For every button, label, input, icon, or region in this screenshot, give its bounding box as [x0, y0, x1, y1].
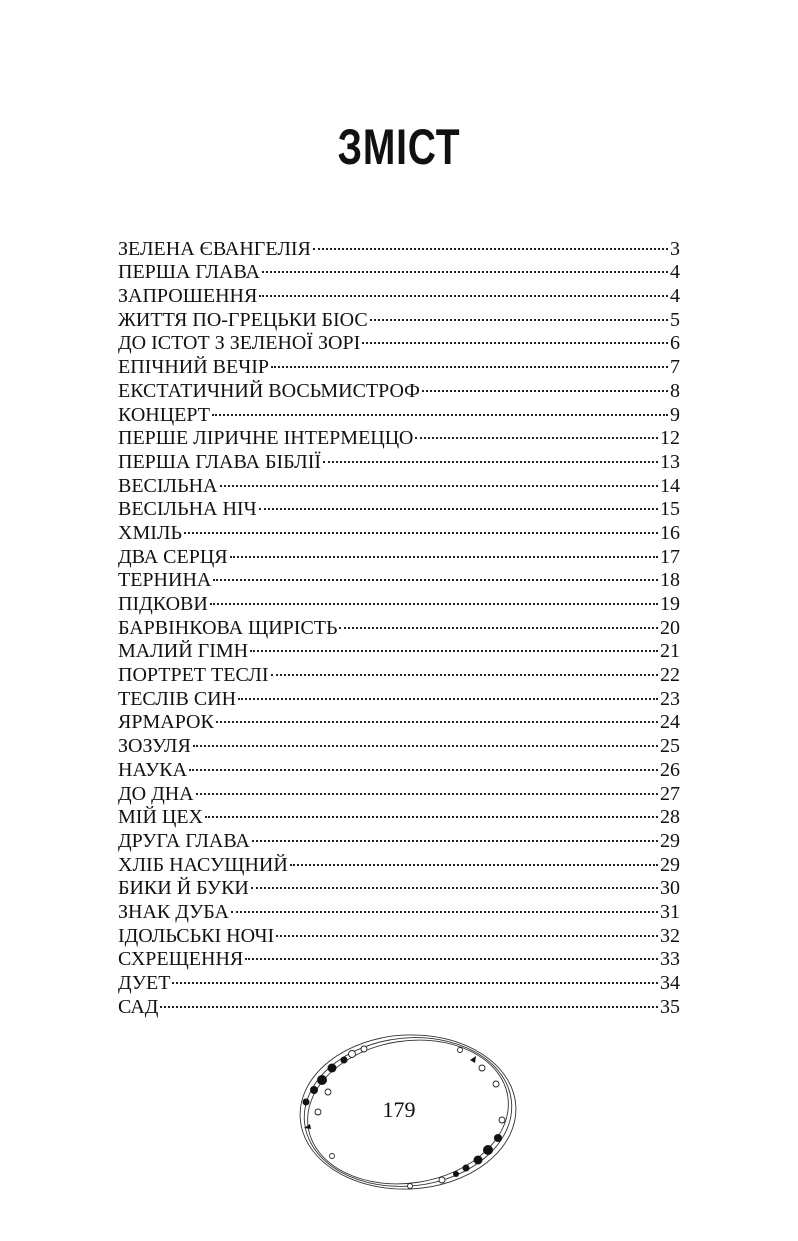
- table-of-contents: [118, 231, 680, 1018]
- toc-entry: [118, 231, 680, 260]
- toc-entry-title: БАРВІНКОВА ЩИРІСТЬ: [118, 616, 338, 639]
- dot-leader: [193, 728, 658, 752]
- dot-leader: [230, 539, 658, 563]
- toc-entry-title: ДРУГА ГЛАВА: [118, 829, 250, 852]
- toc-entry-title: ПЕРША ГЛАВА: [118, 261, 260, 284]
- dot-leader: [370, 302, 668, 326]
- toc-entry-page: 4: [670, 261, 680, 284]
- toc-entry-page: 23: [660, 687, 680, 710]
- dot-leader: [250, 634, 658, 658]
- dot-leader: [216, 705, 658, 729]
- toc-entry-title: ЗАПРОШЕННЯ: [118, 285, 258, 308]
- dot-leader: [422, 373, 668, 397]
- dot-leader: [205, 800, 658, 824]
- toc-entry-title: ДУЕТ: [118, 972, 171, 994]
- toc-entry-page: 20: [660, 616, 680, 639]
- toc-entry-page: 16: [660, 521, 680, 544]
- dot-leader: [172, 965, 658, 989]
- toc-entry-page: 15: [660, 498, 680, 521]
- toc-entry-page: 31: [660, 900, 680, 923]
- toc-entry-title: СХРЕЩЕННЯ: [118, 948, 244, 971]
- toc-entry: [118, 539, 680, 568]
- toc-entry-page: 28: [660, 806, 680, 829]
- dot-leader: [220, 468, 659, 492]
- toc-entry-page: 9: [670, 403, 680, 426]
- toc-entry-title: ТЕРНИНА: [118, 569, 212, 592]
- toc-entry-page: 14: [660, 474, 680, 497]
- dot-leader: [210, 586, 658, 610]
- toc-entry: [118, 752, 680, 781]
- dot-leader: [313, 231, 668, 255]
- toc-entry-title: ДО ДНА: [118, 782, 194, 805]
- toc-entry-title: ЗЕЛЕНА ЄВАНГЕЛІЯ: [118, 237, 311, 260]
- toc-entry-page: 3: [670, 237, 680, 260]
- toc-entry: [118, 515, 680, 544]
- dot-leader: [339, 610, 658, 634]
- toc-entry-title: ЖИТТЯ ПО-ГРЕЦЬКИ БІОС: [118, 308, 368, 331]
- toc-entry-page: 19: [660, 593, 680, 615]
- page-number: 179: [382, 1097, 416, 1122]
- dot-leader: [262, 255, 668, 279]
- toc-entry-title: ПЕРША ГЛАВА БІБЛІЇ: [118, 450, 322, 473]
- toc-entry-page: 22: [660, 664, 680, 687]
- toc-entry-page: 21: [660, 640, 680, 663]
- dot-leader: [271, 657, 658, 681]
- toc-entry-title: ВЕСІЛЬНА НІЧ: [118, 498, 257, 521]
- toc-entry: [118, 989, 680, 1018]
- dot-leader: [271, 349, 668, 373]
- toc-entry-page: 13: [660, 450, 680, 473]
- toc-entry-title: КОНЦЕРТ: [118, 403, 210, 426]
- toc-entry-page: 6: [670, 332, 680, 355]
- toc-entry-page: 7: [670, 356, 680, 379]
- page-title: ЗМІСТ: [337, 119, 461, 175]
- toc-entry-page: 25: [660, 735, 680, 758]
- toc-entry-page: 24: [660, 711, 680, 734]
- toc-entry-title: МІЙ ЦЕХ: [118, 806, 203, 829]
- toc-entry-page: 29: [660, 853, 680, 876]
- toc-entry-page: 4: [670, 285, 680, 308]
- dot-leader: [276, 918, 658, 942]
- toc-entry-page: 34: [660, 972, 680, 994]
- dot-leader: [196, 776, 658, 800]
- toc-entry-title: ЯРМАРОК: [118, 711, 214, 734]
- dot-leader: [231, 894, 658, 918]
- toc-entry-title: ВЕСІЛЬНА: [118, 474, 218, 497]
- toc-entry-title: ІДОЛЬСЬКІ НОЧІ: [118, 924, 275, 947]
- dot-leader: [189, 752, 658, 776]
- toc-entry-page: 29: [660, 829, 680, 852]
- dot-leader: [213, 563, 658, 587]
- dot-leader: [184, 515, 658, 539]
- toc-entry-title: ДВА СЕРЦЯ: [118, 545, 228, 568]
- toc-entry-title: ХМІЛЬ: [118, 521, 182, 544]
- dot-leader: [245, 942, 658, 966]
- dot-leader: [212, 397, 668, 421]
- dot-leader: [362, 326, 668, 350]
- dot-leader: [259, 492, 658, 516]
- toc-entry-page: 18: [660, 569, 680, 592]
- dot-leader: [251, 871, 658, 895]
- toc-entry-title: ЗНАК ДУБА: [118, 900, 229, 923]
- toc-entry-page: 30: [660, 877, 680, 900]
- toc-entry: [118, 728, 680, 758]
- dot-leader: [259, 278, 668, 302]
- toc-entry: [118, 965, 680, 994]
- toc-entry-page: 26: [660, 758, 680, 781]
- toc-entry: [118, 800, 680, 829]
- dot-leader: [415, 421, 658, 445]
- toc-entry-page: 32: [660, 924, 680, 947]
- toc-entry-title: ПЕРШЕ ЛІРИЧНЕ ІНТЕРМЕЦЦО: [118, 427, 414, 450]
- dot-leader: [323, 444, 658, 468]
- toc-entry-page: 35: [660, 995, 680, 1018]
- dot-leader: [252, 823, 658, 847]
- toc-entry-title: ТЕСЛІВ СИН: [118, 687, 237, 710]
- toc-entry-title: ЕПІЧНИЙ ВЕЧІР: [118, 356, 269, 379]
- toc-entry: [118, 776, 680, 805]
- toc-entry-page: 12: [660, 427, 680, 450]
- toc-entry-title: МАЛИЙ ГІМН: [118, 640, 249, 663]
- dot-leader: [238, 681, 658, 705]
- toc-entry-title: НАУКА: [118, 758, 188, 781]
- toc-entry-page: 8: [670, 379, 680, 402]
- toc-entry-title: ДО ІСТОТ З ЗЕЛЕНОЇ ЗОРІ: [118, 332, 361, 355]
- toc-entry-title: ПОРТРЕТ ТЕСЛІ: [118, 664, 269, 687]
- toc-entry-title: ЗОЗУЛЯ: [118, 735, 191, 758]
- toc-entry-title: ЕКСТАТИЧНИЙ ВОСЬМИСТРОФ: [118, 379, 420, 402]
- toc-entry-title: ПІДКОВИ: [118, 593, 208, 615]
- toc-entry-title: БИКИ Й БУКИ: [118, 877, 249, 900]
- toc-entry-title: САД: [118, 995, 159, 1018]
- dot-leader: [160, 989, 658, 1013]
- toc-entry-title: ХЛІБ НАСУЩНИЙ: [118, 853, 288, 876]
- toc-entry-page: 27: [660, 782, 680, 805]
- toc-entry-page: 33: [660, 948, 680, 971]
- toc-entry-page: 17: [660, 545, 680, 568]
- dot-leader: [290, 847, 658, 871]
- toc-entry-page: 5: [670, 308, 680, 331]
